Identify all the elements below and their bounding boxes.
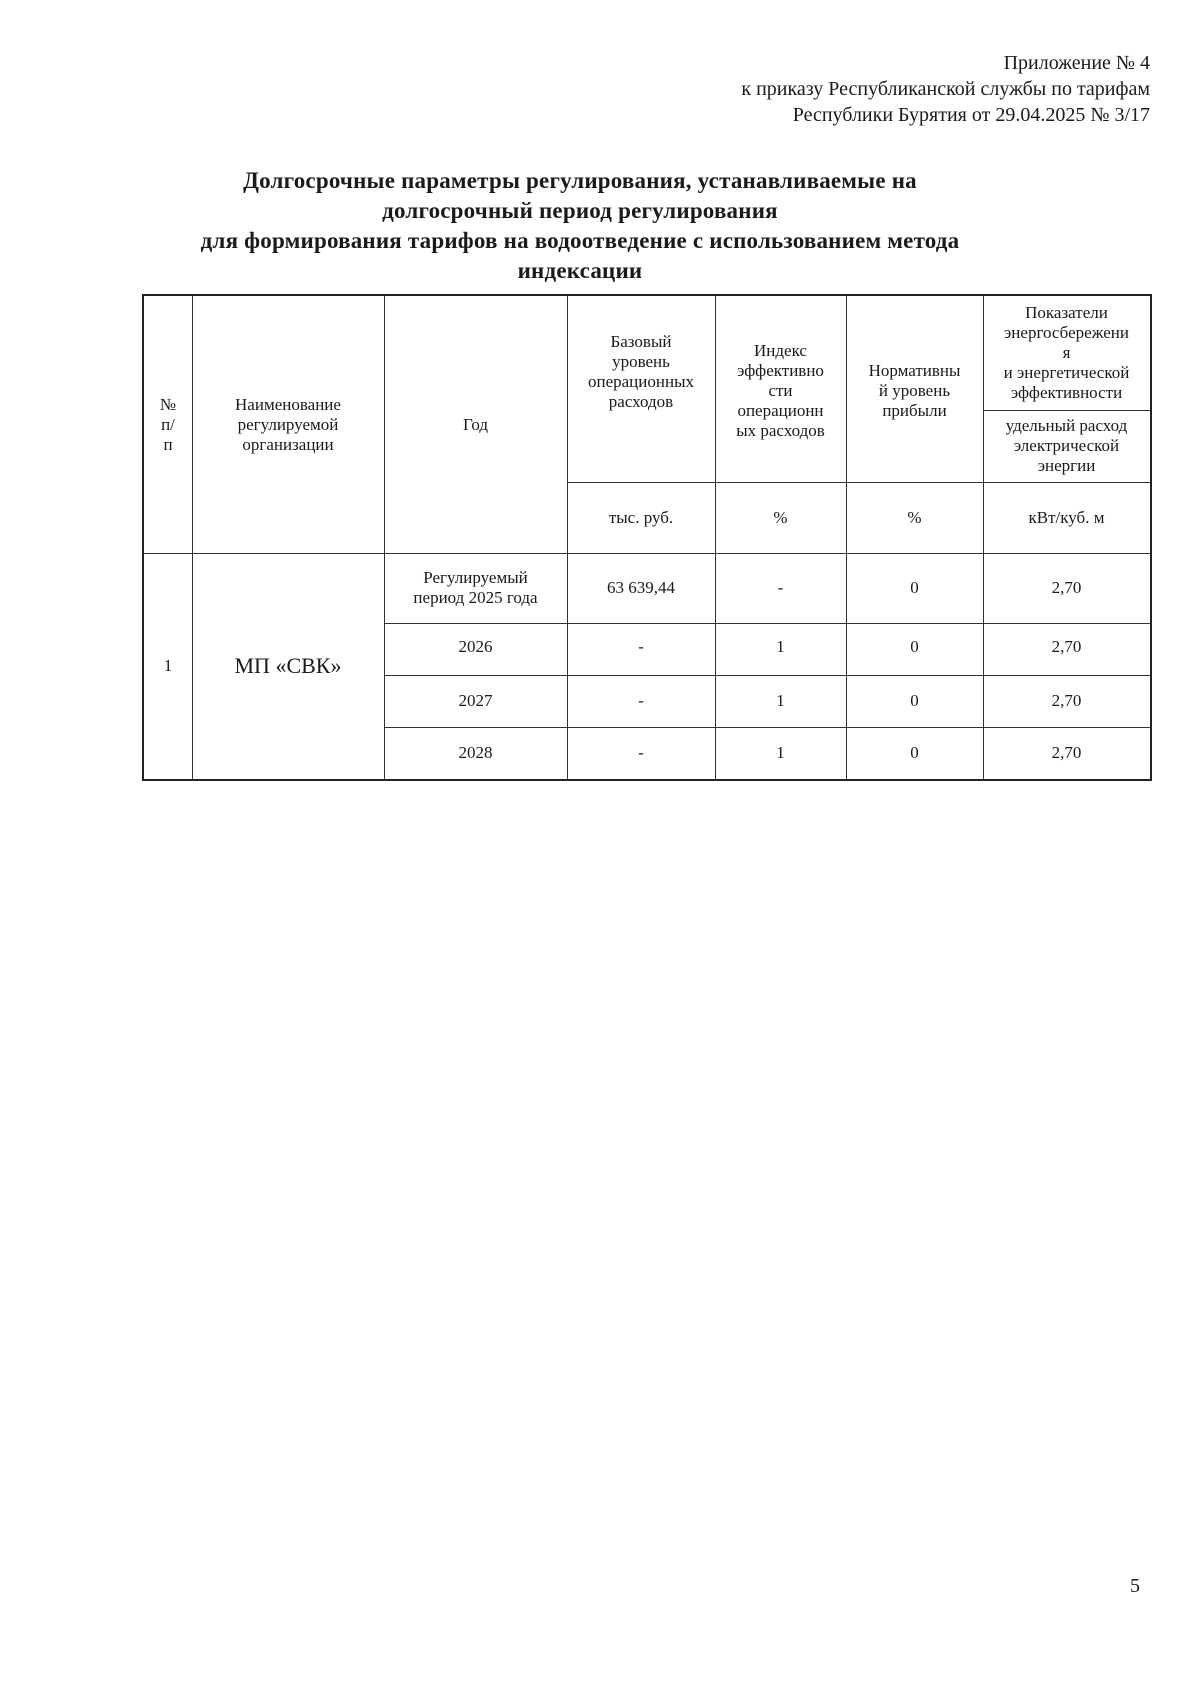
header-energy-line: Показатели xyxy=(1025,303,1108,322)
header-energy-indicators xyxy=(983,296,1150,410)
organization-name: МП «СВК» xyxy=(234,653,342,678)
header-org-line: организации xyxy=(242,434,334,454)
table-row-year: 2027 xyxy=(458,691,493,710)
header-num-line: № xyxy=(159,394,177,414)
title-line-3: для формирования тарифов на водоотведение с использованием метода xyxy=(200,228,960,253)
header-energy-line: и энергетической xyxy=(1003,363,1130,382)
header-energy-sub-line: электрической xyxy=(1013,436,1120,455)
header-num xyxy=(144,296,192,553)
table-cell-norm: 0 xyxy=(910,578,919,597)
header-base-costs xyxy=(567,296,715,482)
header-energy-sub-line: энергии xyxy=(1037,456,1096,475)
year-line: период 2025 года xyxy=(413,588,538,607)
header-index-line: операционн xyxy=(737,401,824,420)
unit-energy: кВт/куб. м xyxy=(1028,507,1105,527)
unit-index: % xyxy=(773,507,788,527)
table-cell-energy: 2,70 xyxy=(1051,743,1082,762)
header-index-line: эффективно xyxy=(737,361,824,380)
parameters-table xyxy=(142,294,1152,781)
header-year-label: Год xyxy=(463,414,488,434)
header-energy-consumption xyxy=(983,410,1150,482)
header-org-line: регулируемой xyxy=(237,414,339,434)
title-line-1: Долгосрочные параметры регулирования, устанавливаемые на xyxy=(243,168,917,193)
table-cell-base: - xyxy=(638,637,644,656)
header-base-line: уровень xyxy=(612,352,670,371)
table-cell-index: 1 xyxy=(776,637,785,656)
appendix-line-1: Приложение № 4 xyxy=(1003,52,1150,74)
header-norm-line: прибыли xyxy=(882,401,947,420)
unit-norm: % xyxy=(907,507,922,527)
header-efficiency-index xyxy=(715,296,846,482)
header-base-line: расходов xyxy=(608,392,674,411)
table-cell-index: 1 xyxy=(776,743,785,762)
table-cell-index: 1 xyxy=(776,691,785,710)
header-normative-profit xyxy=(846,296,983,482)
header-num-line: п/ xyxy=(161,414,175,434)
header-norm-line: й уровень xyxy=(878,381,951,400)
title-line-4: индексации xyxy=(517,258,643,283)
title-line-2: долгосрочный период регулирования xyxy=(382,198,778,223)
document-title xyxy=(140,166,1020,286)
header-base-line: операционных xyxy=(587,372,694,391)
header-year xyxy=(384,296,567,553)
year-line: Регулируемый xyxy=(423,568,528,587)
header-num-line: п xyxy=(163,434,173,454)
header-organization xyxy=(192,296,384,553)
row-number: 1 xyxy=(163,656,173,675)
header-energy-sub-line: удельный расход xyxy=(1005,416,1128,435)
header-energy-line: я xyxy=(1062,343,1071,362)
header-index-line: ых расходов xyxy=(736,421,825,440)
table-cell-norm: 0 xyxy=(910,637,919,656)
table-cell-energy: 2,70 xyxy=(1051,691,1082,710)
table-cell-energy: 2,70 xyxy=(1051,637,1082,656)
appendix-line-2: к приказу Республиканской службы по тарифам xyxy=(741,78,1150,100)
page-number: 5 xyxy=(1130,1575,1140,1597)
table-cell-base: - xyxy=(638,743,644,762)
header-norm-line: Нормативны xyxy=(868,361,961,380)
table-row-year: 2026 xyxy=(458,637,493,656)
header-energy-line: эффективности xyxy=(1010,383,1123,402)
table-cell-norm: 0 xyxy=(910,743,919,762)
table-cell-base: - xyxy=(638,691,644,710)
table-cell-norm: 0 xyxy=(910,691,919,710)
header-base-line: Базовый xyxy=(610,332,672,351)
table-row-year xyxy=(384,553,567,623)
table-cell-index: - xyxy=(777,578,784,597)
header-index-line: сти xyxy=(768,381,793,400)
header-index-line: Индекс xyxy=(754,341,807,360)
header-energy-line: энергосбережени xyxy=(1004,323,1129,342)
table-cell-base: 63 639,44 xyxy=(607,578,675,597)
appendix-header xyxy=(741,50,1150,128)
unit-base: тыс. руб. xyxy=(608,507,674,527)
header-org-line: Наименование xyxy=(235,394,341,414)
table-cell-energy: 2,70 xyxy=(1051,578,1082,597)
appendix-line-3: Республики Бурятия от 29.04.2025 № 3/17 xyxy=(792,104,1150,126)
table-row-year: 2028 xyxy=(458,743,493,762)
